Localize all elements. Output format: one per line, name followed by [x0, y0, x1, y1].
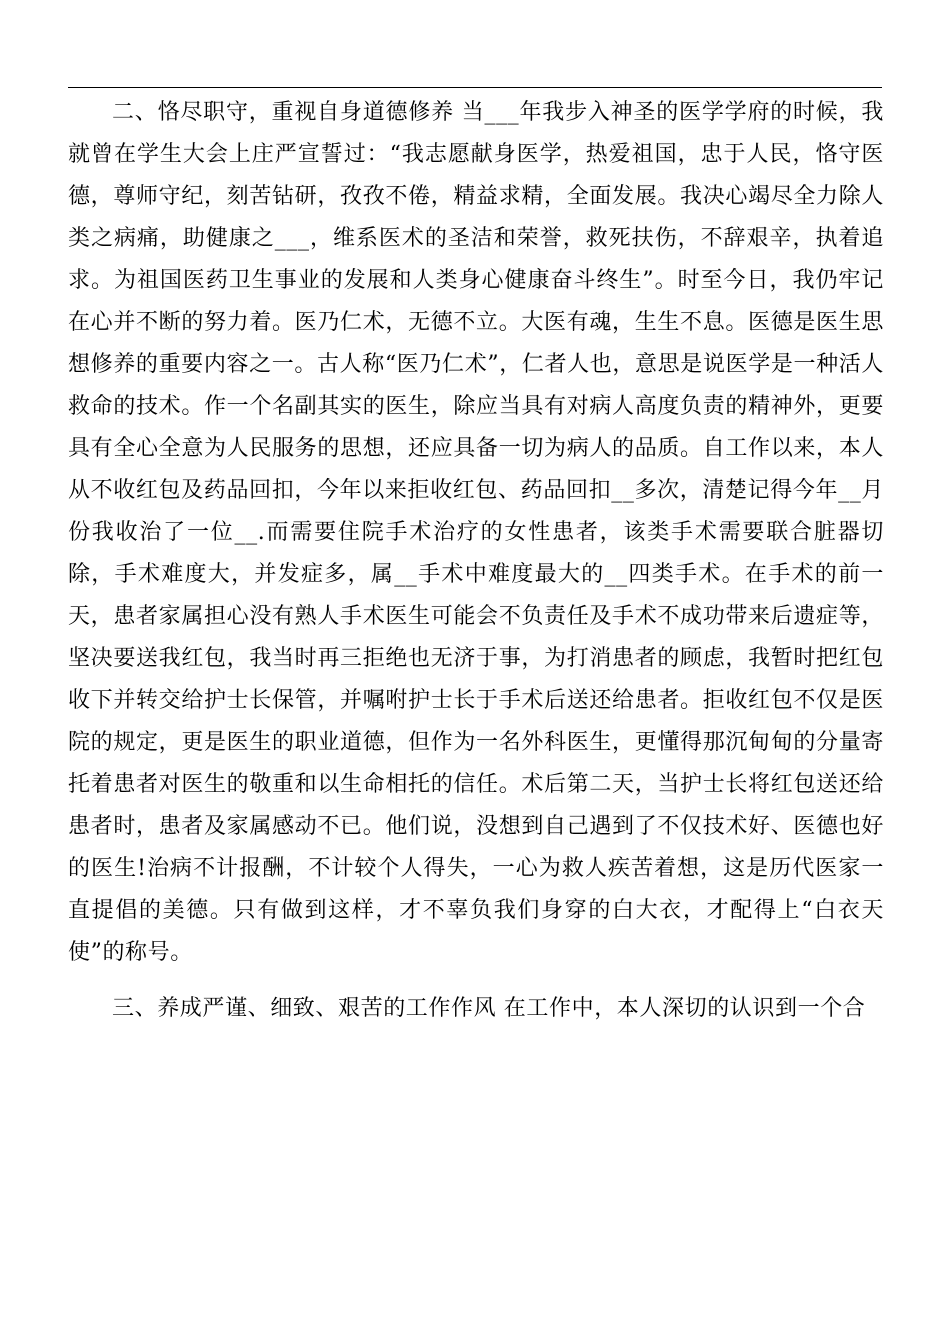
document-body [68, 92, 884, 1030]
paragraph-work-style: 三、养成严谨、细致、艰苦的工作作风 在工作中，本人深切的认识到一个合 [112, 996, 866, 1021]
header-rule [68, 87, 882, 88]
paragraph-medical-ethics: 二、恪尽职守，重视自身道德修养 当___年我步入神圣的医学学府的时候，我就曾在学生大会上庄严宣誓过：“我志愿献身医学，热爱祖国，忠于人民，恪守医德，尊师守纪，刻苦钻研，孜孜不倦，精益求精，全面发展。我决心竭尽全力除人类之病痛，助健康之___，维系医术的圣洁和荣誉，救死扶伤，不辞艰辛，执着追求。为祖国医药卫生事业的发展和人类身心健康奋斗终生”。时至今日，我仍牢记在心并不断的努力着。医乃仁术，无德不立。大医有魂，生生不息。医德是医生思想修养的重要内容之一。古人称“医乃仁术”，仁者人也，意思是说医学是一种活人救命的技术。作一个名副其实的医生，除应当具有对病人高度负责的精神外，更要具有全心全意为人民服务的思想，还应具备一切为病人的品质。自工作以来，本人从不收红包及药品回扣，今年以来拒收红包、药品回扣__多次，清楚记得今年__月份我收治了一位__.而需要住院手术治疗的女性患者，该类手术需要联合脏器切除，手术难度大，并发症多，属__手术中难度最大的__四类手术。在手术的前一天，患者家属担心没有熟人手术医生可能会不负责任及手术不成功带来后遗症等，坚决要送我红包，我当时再三拒绝也无济于事，为打消患者的顾虑，我暂时把红包收下并转交给护士长保管，并嘱咐护士长于手术后送还给患者。拒收红包不仅是医院的规定，更是医生的职业道德，但作为一名外科医生，更懂得那沉甸甸的分量寄托着患者对医生的敬重和以生命相托的信任。术后第二天，当护士长将红包送还给患者时，患者及家属感动不已。他们说，没想到自己遇到了不仅技术好、医德也好的医生!治病不计报酬，不计较个人得失，一心为救人疾苦着想，这是历代医家一直提倡的美德。只有做到这样，才不辜负我们身穿的白大衣，才配得上“白衣天使”的称号。 [68, 100, 884, 965]
